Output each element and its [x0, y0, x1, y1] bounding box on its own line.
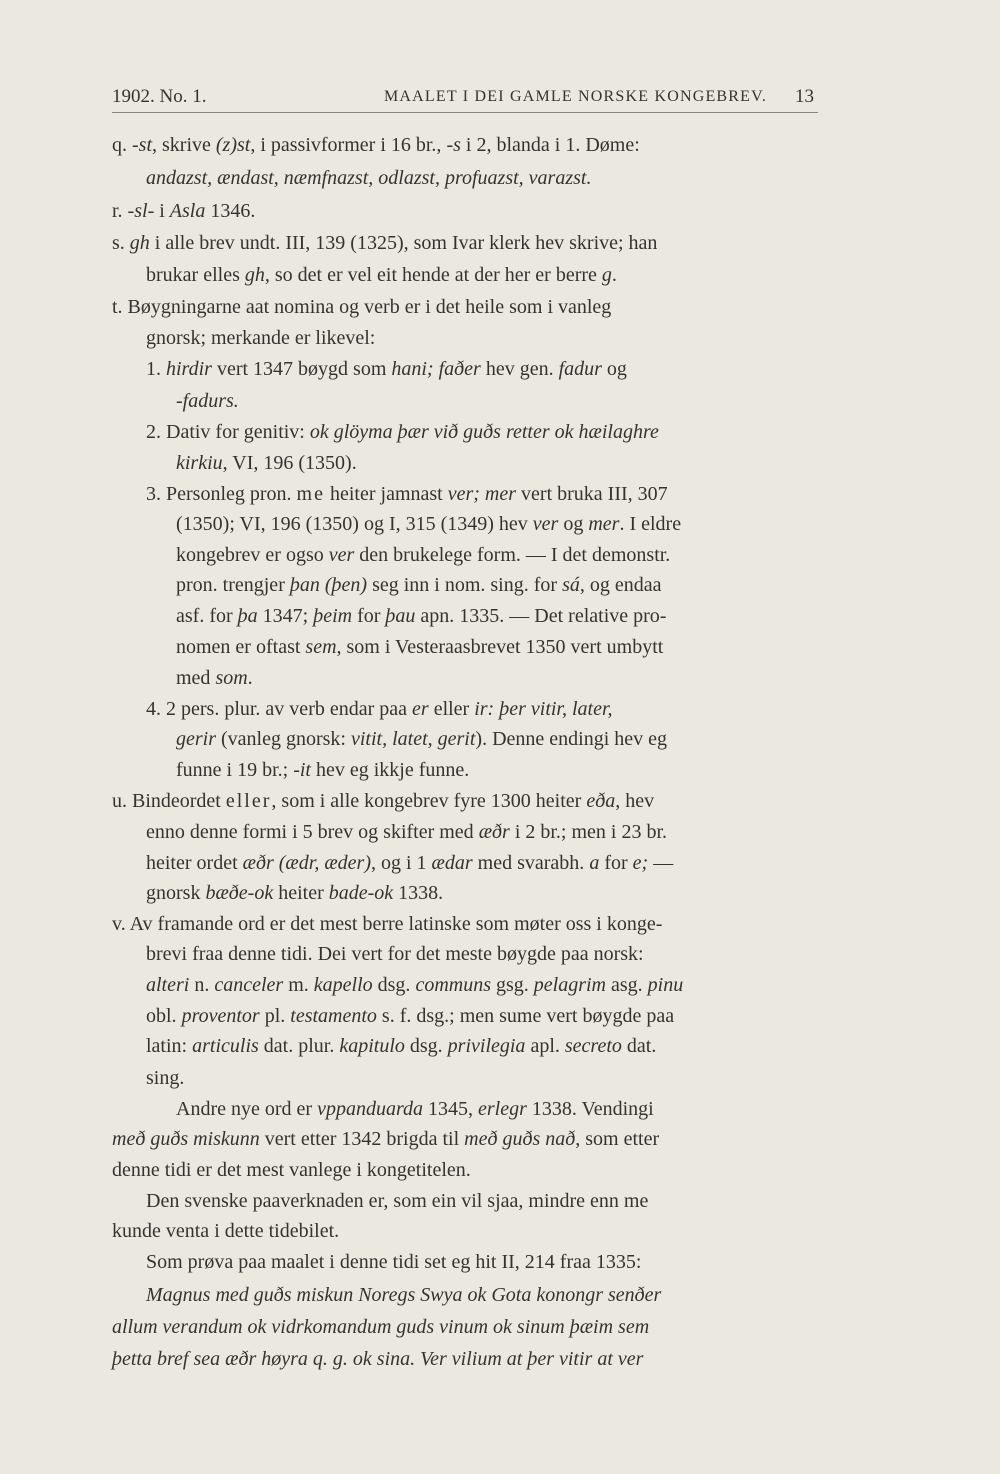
text-run: me	[296, 483, 325, 505]
text-line	[146, 851, 673, 875]
italic-run: æðr	[478, 821, 510, 843]
text-line	[146, 820, 667, 844]
italic-run: sem	[305, 636, 337, 658]
text-run: Andre nye ord er	[176, 1098, 318, 1120]
text-run: v. Av framande ord er det mest berre latinske som møter oss i konge-	[112, 913, 663, 935]
text-run: .	[611, 264, 617, 286]
text-run: og	[601, 358, 627, 380]
text-run: m.	[283, 974, 314, 996]
italic-run: -sl-	[127, 200, 155, 222]
text-run: 1345,	[422, 1098, 478, 1120]
text-run: 1338.	[393, 882, 444, 904]
text-run: , og endaa	[579, 574, 662, 596]
italic-run: bade-ok	[328, 882, 394, 904]
text-run: eller	[225, 790, 272, 812]
italic-run: privilegia	[447, 1035, 526, 1057]
text-run: , som i alle kongebrev fyre 1300 heiter	[271, 790, 587, 812]
text-line	[112, 1127, 659, 1151]
italic-run: pelagrim	[533, 974, 606, 996]
text-line	[146, 420, 659, 444]
text-run: brevi fraa denne tidi. Dei vert for det meste bøygde paa norsk:	[146, 943, 644, 965]
italic-run: allum verandum ok vidrkomandum guds vinum ok sinum þæim sem	[112, 1316, 650, 1338]
italic-run: kapitulo	[339, 1035, 405, 1057]
text-line	[112, 231, 657, 255]
italic-run: g	[601, 264, 612, 286]
italic-run: þetta bref sea æðr høyra q. g. ok sina. Ver vilium at þer vitir at ver	[112, 1348, 644, 1370]
text-run: , hev	[615, 790, 655, 812]
header-volume: 1902. No. 1.	[112, 86, 207, 107]
text-run: enno denne formi i 5 brev og skifter med	[146, 821, 479, 843]
italic-run: gh	[244, 264, 265, 286]
italic-run: gerir	[176, 728, 216, 750]
italic-run: testamento	[290, 1005, 377, 1027]
text-run: eller	[428, 698, 475, 720]
italic-run: mer	[588, 513, 620, 535]
italic-run: bæðe-ok	[205, 882, 274, 904]
text-run: i alle brev undt. III, 139 (1325), som Ivar klerk hev skrive; han	[149, 232, 658, 254]
text-run: , som i Vesteraasbrevet 1350 vert umbytt	[336, 636, 664, 658]
italic-run: sá	[562, 574, 580, 596]
text-line	[176, 389, 239, 413]
text-line	[112, 199, 255, 223]
text-run: q.	[112, 134, 132, 156]
text-run: u. Bindeordet	[112, 790, 226, 812]
text-run: , og i 1	[370, 852, 432, 874]
text-run: pl.	[259, 1005, 291, 1027]
text-run: n.	[189, 974, 215, 996]
italic-run: hirdir	[166, 358, 212, 380]
text-line	[146, 357, 627, 381]
text-line	[112, 295, 611, 319]
text-line	[146, 697, 613, 721]
italic-run: -it	[293, 759, 311, 781]
italic-run: þau	[385, 605, 416, 627]
text-run: , skrive	[152, 134, 216, 156]
italic-run: -s	[446, 134, 461, 156]
text-run: heiter jamnast	[324, 483, 448, 505]
text-run: 1347;	[257, 605, 314, 627]
text-line	[176, 1097, 654, 1121]
text-run: —	[648, 852, 674, 874]
text-line	[176, 512, 681, 536]
text-line	[146, 1250, 641, 1274]
italic-run: ir: þer vitir, later,	[474, 698, 613, 720]
text-line	[112, 912, 662, 936]
text-run: obl.	[146, 1005, 182, 1027]
italic-run: articulis	[192, 1035, 259, 1057]
text-run: gnorsk; merkande er likevel:	[146, 327, 376, 349]
italic-run: ver	[328, 544, 355, 566]
italic-run: ok glöyma þær við guðs retter ok hæilaghre	[309, 421, 659, 443]
text-run: 1338. Vendingi	[526, 1098, 654, 1120]
text-run: i 2 br.; men i 23 br.	[509, 821, 668, 843]
text-run: brukar elles	[146, 264, 245, 286]
italic-run: Magnus med guðs miskun Noregs Swya ok Gota konongr senðer	[146, 1284, 662, 1306]
text-run: asf. for	[176, 605, 238, 627]
italic-run: er	[412, 698, 429, 720]
italic-run: þan (þen)	[289, 574, 368, 596]
italic-run: canceler	[214, 974, 284, 996]
text-run: vert 1347 bøygd som	[211, 358, 392, 380]
italic-run: proventor	[181, 1005, 260, 1027]
italic-run: ver	[532, 513, 559, 535]
text-run: t. Bøygningarne aat nomina og verb er i det heile som i vanleg	[112, 296, 612, 318]
text-run: nomen er oftast	[176, 636, 306, 658]
text-line	[146, 166, 591, 190]
text-run: heiter ordet	[146, 852, 243, 874]
italic-run: vppanduarda	[317, 1098, 423, 1120]
text-run: dsg.	[404, 1035, 448, 1057]
italic-run: ædar	[431, 852, 473, 874]
text-run: asg.	[606, 974, 648, 996]
text-run: , VI, 196 (1350).	[222, 452, 357, 474]
italic-run: pinu	[647, 974, 684, 996]
italic-run: alteri	[146, 974, 190, 996]
italic-run: -fadurs.	[176, 390, 239, 412]
text-run: Som prøva paa maalet i denne tidi set eg hit II, 214 fraa 1335:	[146, 1251, 642, 1273]
text-run: dat.	[621, 1035, 657, 1057]
italic-run: secreto	[564, 1035, 622, 1057]
text-run: seg inn i nom. sing. for	[367, 574, 563, 596]
text-run: apn. 1335. — Det relative pro-	[415, 605, 667, 627]
text-line	[146, 973, 683, 997]
text-line	[176, 635, 663, 659]
text-run: r.	[112, 200, 128, 222]
text-run: i 2, blanda i 1. Døme:	[460, 134, 640, 156]
text-run: heiter	[273, 882, 329, 904]
text-run: hev eg ikkje funne.	[311, 759, 470, 781]
text-line	[176, 727, 667, 751]
text-run: s. f. dsg.; men sume vert bøygde paa	[376, 1005, 675, 1027]
text-line	[176, 451, 357, 475]
text-run: i	[154, 200, 170, 222]
italic-run: erlegr	[477, 1098, 527, 1120]
text-run: sing.	[146, 1067, 185, 1089]
text-run: latin:	[146, 1035, 193, 1057]
text-run: for	[352, 605, 386, 627]
italic-run: æðr (ædr, æder)	[242, 852, 371, 874]
italic-run: a	[589, 852, 600, 874]
italic-run: ver; mer	[447, 483, 517, 505]
text-run: , som etter	[575, 1128, 660, 1150]
text-run: hev gen.	[480, 358, 559, 380]
text-run: ). Denne endingi hev eg	[475, 728, 668, 750]
text-run: denne tidi er det mest vanlege i kongetitelen.	[112, 1159, 471, 1181]
italic-run: kapello	[313, 974, 373, 996]
text-run: 3. Personleg pron.	[146, 483, 297, 505]
text-run: , i passivformer i 16 br.,	[250, 134, 447, 156]
italic-run: som	[215, 667, 248, 689]
text-run: dat. plur.	[258, 1035, 340, 1057]
text-run: 1.	[146, 358, 166, 380]
italic-run: andazst, ændast, næmfnazst, odlazst, profuazst, varazst.	[146, 167, 592, 189]
text-run: .	[247, 667, 253, 689]
text-line	[146, 1189, 648, 1213]
italic-run: með guðs miskunn	[112, 1128, 260, 1150]
text-line	[112, 133, 640, 157]
text-run: gsg.	[490, 974, 534, 996]
text-line	[176, 666, 253, 690]
page-number: 13	[795, 86, 814, 107]
text-run: kongebrev er ogso	[176, 544, 329, 566]
italic-run: e;	[632, 852, 649, 874]
text-line	[176, 573, 662, 597]
text-run: 4. 2 pers. plur. av verb endar paa	[146, 698, 413, 720]
text-run: apl.	[525, 1035, 565, 1057]
text-run: 1346.	[205, 200, 256, 222]
italic-run: fadur	[558, 358, 602, 380]
italic-run: gh	[129, 232, 150, 254]
text-run: s.	[112, 232, 130, 254]
italic-run: Asla	[169, 200, 206, 222]
text-run: . I eldre	[619, 513, 682, 535]
text-run: Den svenske paaverknaden er, som ein vil sjaa, mindre enn me	[146, 1190, 649, 1212]
text-line	[112, 1219, 339, 1243]
text-line	[146, 1066, 184, 1090]
text-run: (vanleg gnorsk:	[216, 728, 351, 750]
text-run: med	[176, 667, 216, 689]
italic-run: með guðs nað	[464, 1128, 576, 1150]
text-line	[146, 881, 443, 905]
text-run: (1350); VI, 196 (1350) og I, 315 (1349) hev	[176, 513, 533, 535]
text-run: med svarabh.	[472, 852, 590, 874]
text-run: kunde venta i dette tidebilet.	[112, 1220, 340, 1242]
text-line	[176, 543, 670, 567]
text-run: den brukelege form. — I det demonstr.	[354, 544, 671, 566]
text-run: vert bruka III, 307	[516, 483, 668, 505]
text-line	[146, 263, 617, 287]
text-run: , so det er vel eit hende at der her er berre	[264, 264, 602, 286]
text-run: pron. trengjer	[176, 574, 290, 596]
text-line	[176, 758, 469, 782]
header-title: MAALET I DEI GAMLE NORSKE KONGEBREV.	[384, 88, 768, 105]
running-header	[112, 86, 818, 113]
italic-run: hani; faðer	[391, 358, 481, 380]
italic-run: þeim	[313, 605, 353, 627]
italic-run: -st	[132, 134, 152, 156]
text-line	[146, 326, 375, 350]
text-line	[146, 1034, 656, 1058]
text-run: funne i 19 br.;	[176, 759, 294, 781]
text-run: 2. Dativ for genitiv:	[146, 421, 310, 443]
text-line	[146, 942, 644, 966]
text-run: vert etter 1342 brigda til	[259, 1128, 465, 1150]
text-run: for	[599, 852, 633, 874]
italic-run: vitit, latet, gerit	[350, 728, 476, 750]
text-line	[146, 1004, 674, 1028]
text-run: gnorsk	[146, 882, 206, 904]
italic-run: eða	[586, 790, 616, 812]
text-line	[176, 604, 666, 628]
text-line	[112, 1158, 471, 1182]
text-run: og	[558, 513, 589, 535]
italic-run: þa	[237, 605, 258, 627]
text-line	[112, 789, 654, 813]
text-line	[146, 482, 668, 506]
text-line	[146, 1283, 661, 1307]
text-line	[112, 1347, 643, 1371]
text-run: dsg.	[372, 974, 416, 996]
italic-run: (z)st	[215, 134, 251, 156]
text-line	[112, 1315, 649, 1339]
italic-run: communs	[415, 974, 491, 996]
italic-run: kirkiu	[176, 452, 223, 474]
